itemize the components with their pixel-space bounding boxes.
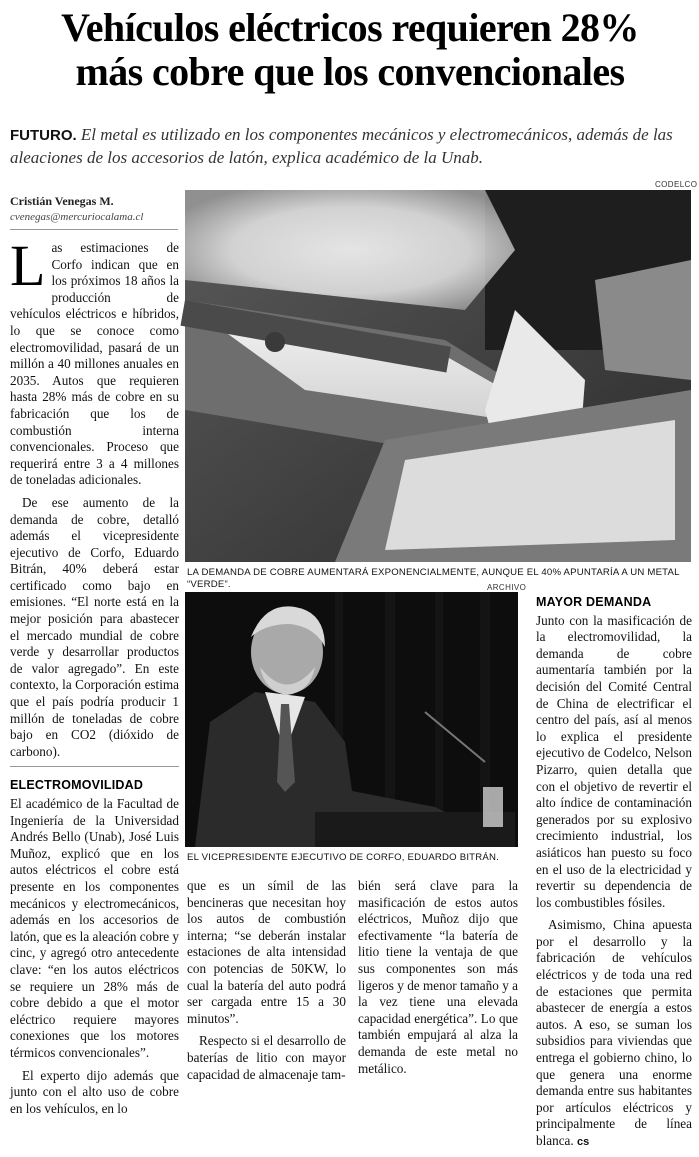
photo2-caption: EL VICEPRESIDENTE EJECUTIVO DE CORFO, EDUARDO BITRÁN.: [187, 852, 499, 863]
deck-kicker: FUTURO.: [10, 127, 77, 144]
photo1-caption: LA DEMANDA DE COBRE AUMENTARÁ EXPONENCIALMENTE, AUNQUE EL 40% APUNTARÍA A UN METAL “VERDE”.: [187, 567, 680, 590]
article-column-3: [358, 878, 518, 1083]
deck: [10, 124, 690, 169]
photo2-credit: ARCHIVO: [487, 583, 527, 592]
column2-paragraph-1: que es un símil de las bencineras que necesitan hoy los autos de combustión interna; “se deberán instalar estaciones de alta intensidad con potencias de 50KW, lo cual la batería del auto podrá ser cargada entre 15 a 30 minutos”.: [187, 878, 346, 1026]
dropcap: L: [10, 233, 46, 298]
section-divider: [10, 766, 179, 767]
bitran-photo: [185, 592, 518, 847]
deck-text: El metal es utilizado en los componentes mecánicos y electromecánicos, además de las aleaciones de los accesorios de latón, explica académico de la Unab.: [10, 125, 673, 167]
copper-pour-photo: [185, 190, 691, 562]
byline-name: Cristián Venegas M.: [10, 194, 114, 208]
speaker-illustration: [185, 592, 518, 847]
byline-email: cvenegas@mercuriocalama.cl: [10, 211, 144, 223]
article-column-1: [10, 233, 179, 1123]
subhead-electromovilidad: ELECTROMOVILIDAD: [10, 778, 144, 793]
column1-paragraph-4: El experto dijo además que junto con el alto uso de cobre en los vehículos, en lo: [10, 1067, 179, 1116]
article-column-4: [536, 594, 692, 1157]
column4-paragraph-1: Junto con la masificación de la electromovilidad, la demanda de cobre aumentaría también por la decisión del Comité Central de China de electrificar el centro del país, así al menos lo explica el presidente ejecutivo de Codelco, Nelson Pizarro, quien detalla que con el objetivo de revertir el alto índice de contaminación generados por su explosivo crecimiento industrial, los asiáticos han puesto su foco en el uso de la electricidad y revertir su dependencia de los combustibles fósiles.: [536, 612, 692, 910]
column1-paragraph-3: El académico de la Facultad de Ingeniería de la Universidad Andrés Bello (Unab), José Luis Muñoz, explicó que en los autos eléctricos el cobre está presente en los componentes mecánicos y electromecánicos, además en los accesorios de latón, que es la aleación cobre y cinc, y agregó otro antecedente clave: “en los autos eléctricos se requiere un 28% más de cobre debido a que el motor eléctrico requiere mayores conexiones que los motores térmicos convencionales”.: [10, 796, 179, 1060]
column1-paragraph-2: De ese aumento de la demanda de cobre, detalló además el vicepresidente ejecutivo de Corfo, Eduardo Bitrán, 40% deberá estar certificado como bajo en emisiones. “El norte está en la mejor posición para abastecer el mercado mundial de cobre verde y desarrollar productos de valor agregado”. En este contexto, la Corporación estima que el país podría producir 1 millón de toneladas de cobre bajo en CO2 (dióxido de carbono).: [10, 494, 179, 759]
column2-paragraph-2: Respecto si el desarrollo de baterías de litio con mayor capacidad de almacenaje tam-: [187, 1033, 346, 1082]
column3-paragraph-1: bién será clave para la masificación de estos autos eléctricos, Muñoz dijo que efectivamente “la batería de litio tiene la ventaja de que sus componentes son más ligeros y de menor tamaño y a la vez tiene una elevada capacidad energética”. Lo que también empujará al alza la demanda de este metal no metálico.: [358, 878, 518, 1076]
byline-divider: [10, 229, 178, 230]
headline-line-1: Vehículos eléctricos requieren 28%: [61, 5, 639, 50]
subhead-mayor-demanda: MAYOR DEMANDA: [536, 595, 652, 609]
end-mark: cs: [577, 1136, 590, 1148]
byline: [10, 193, 180, 225]
headline: [10, 6, 690, 94]
column4-paragraph-2-text: Asimismo, China apuesta por el desarrollo y la fabricación de vehículos eléctricos y de toda una red de estaciones que permita abastecer de energía a estos autos. A eso, se suman los subsidios para viviendas que entrega el gobierno chino, lo que genera una enorme demanda entre sus habitantes por artículos eléctricos y principalmente de línea blanca.: [536, 917, 692, 1148]
article-column-2: [187, 878, 346, 1089]
column4-paragraph-2: [536, 917, 692, 1150]
photo1-credit: CODELCO: [655, 180, 698, 189]
column1-paragraph-1: [10, 233, 179, 489]
headline-line-2: más cobre que los convencionales: [75, 49, 625, 94]
copper-pour-illustration: [185, 190, 691, 562]
column1-paragraph-1-text: as estimaciones de Corfo indican que en los próximos 18 años la producción de vehículos eléctricos e híbridos, lo que se conoce como electromovilidad, pasará de un millón a 40 millones anuales en 2035. Autos que requieren hasta 28% más de cobre en su fabricación que los de combustión interna convencionales. Proceso que requerirá entre 3 a 4 millones de toneladas adicionales.: [10, 240, 179, 488]
